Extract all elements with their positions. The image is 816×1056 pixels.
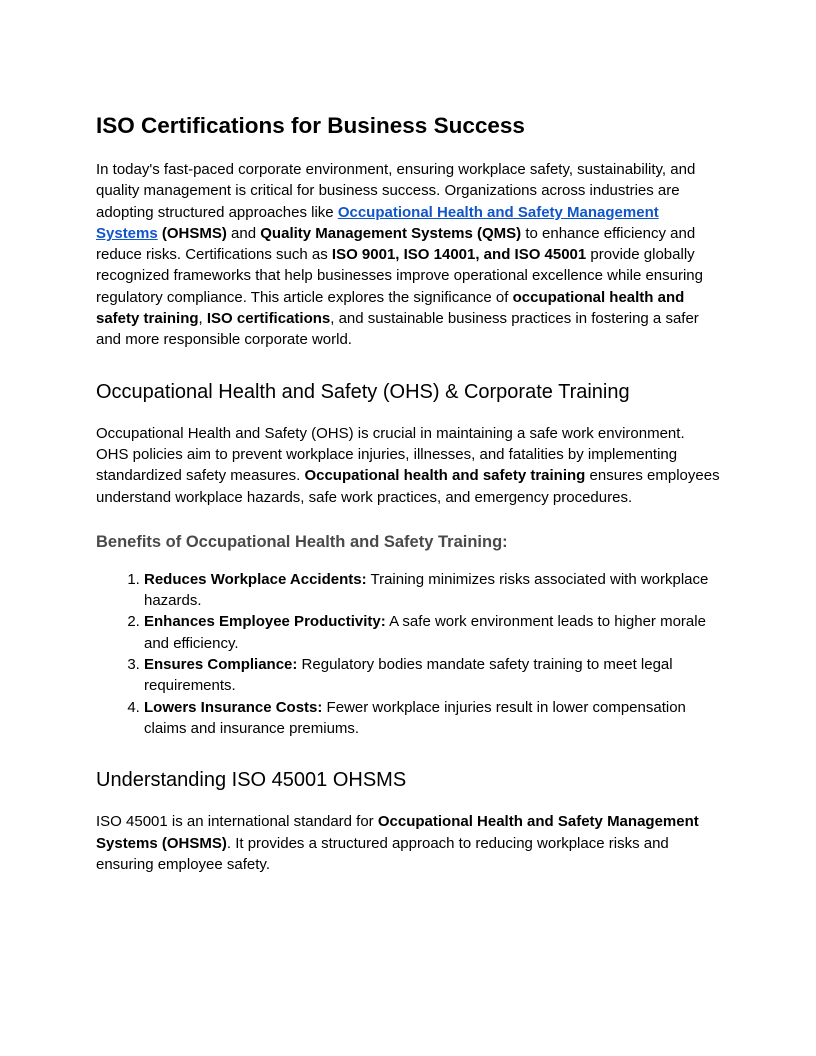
section-heading-ohs: Occupational Health and Safety (OHS) & Corporate Training (96, 380, 630, 403)
intro-text-4: provide globally recognized frameworks that help businesses improve operational excellence while ensuring regulatory compliance. This article explores the significance of (96, 246, 703, 306)
intro-text-5: , (198, 310, 207, 328)
intro-text-1: In today's fast-paced corporate environment, ensuring workplace safety, sustainability, and quality management is critical for business success. Organizations across industries are adopting structured approaches like (96, 161, 696, 221)
list-item-text: Regulatory bodies mandate safety training to meet legal requirements. (144, 656, 673, 695)
subheading-benefits: Benefits of Occupational Health and Safety Training: (96, 532, 508, 551)
section-heading-iso-45001: Understanding ISO 45001 OHSMS (96, 769, 407, 792)
list-item (144, 697, 720, 740)
list-item (144, 611, 720, 654)
list-item-label: Lowers Insurance Costs: (144, 698, 323, 716)
iso-bold-ohsms: Occupational Health and Safety Management Systems (OHSMS) (96, 813, 699, 852)
intro-bold-iso-list: ISO 9001, ISO 14001, and ISO 45001 (331, 246, 587, 264)
list-item-text: A safe work environment leads to higher morale and efficiency. (144, 613, 706, 652)
intro-paragraph (96, 159, 720, 351)
intro-bold-qms: Quality Management Systems (QMS) (260, 224, 522, 242)
intro-text-6: , and sustainable business practices in fostering a safer and more responsible corporate world. (96, 310, 699, 349)
ohs-text-1: Occupational Health and Safety (OHS) is crucial in maintaining a safe work environment. OHS policies aim to prevent workplace injuries, illnesses, and fatalities by implementing standardized safety measures. (96, 424, 685, 485)
document-title: ISO Certifications for Business Success (96, 113, 525, 138)
list-item-text: Fewer workplace injuries result in lower compensation claims and insurance premiums. (144, 698, 686, 737)
ohsms-link[interactable]: Occupational Health and Safety Management Systems (96, 203, 659, 242)
intro-text-2: and (226, 224, 261, 242)
list-item (144, 569, 720, 612)
list-item-text: Training minimizes risks associated with workplace hazards. (144, 570, 709, 610)
iso-text-2: . It provides a structured approach to reducing workplace risks and ensuring employee safety. (96, 834, 669, 873)
list-item-label: Ensures Compliance: (144, 656, 298, 674)
list-item-label: Enhances Employee Productivity: (144, 613, 386, 631)
ohs-bold-training: Occupational health and safety training (304, 467, 586, 485)
iso-paragraph (96, 811, 720, 875)
iso-text-1: ISO 45001 is an international standard for (96, 813, 378, 831)
ohs-text-2: ensures employees understand workplace hazards, safe work practices, and emergency procedures. (96, 467, 720, 506)
ohs-paragraph (96, 423, 720, 508)
intro-bold-ohsms: (OHSMS) (161, 224, 227, 242)
intro-bold-ohs-training: occupational health and safety training (96, 288, 685, 328)
list-item-label: Reduces Workplace Accidents: (144, 570, 367, 588)
list-item (144, 654, 720, 697)
intro-text-3: to enhance efficiency and reduce risks. Certifications such as (96, 224, 696, 264)
intro-bold-iso-cert: ISO certifications (206, 310, 331, 328)
benefits-list (96, 569, 720, 739)
